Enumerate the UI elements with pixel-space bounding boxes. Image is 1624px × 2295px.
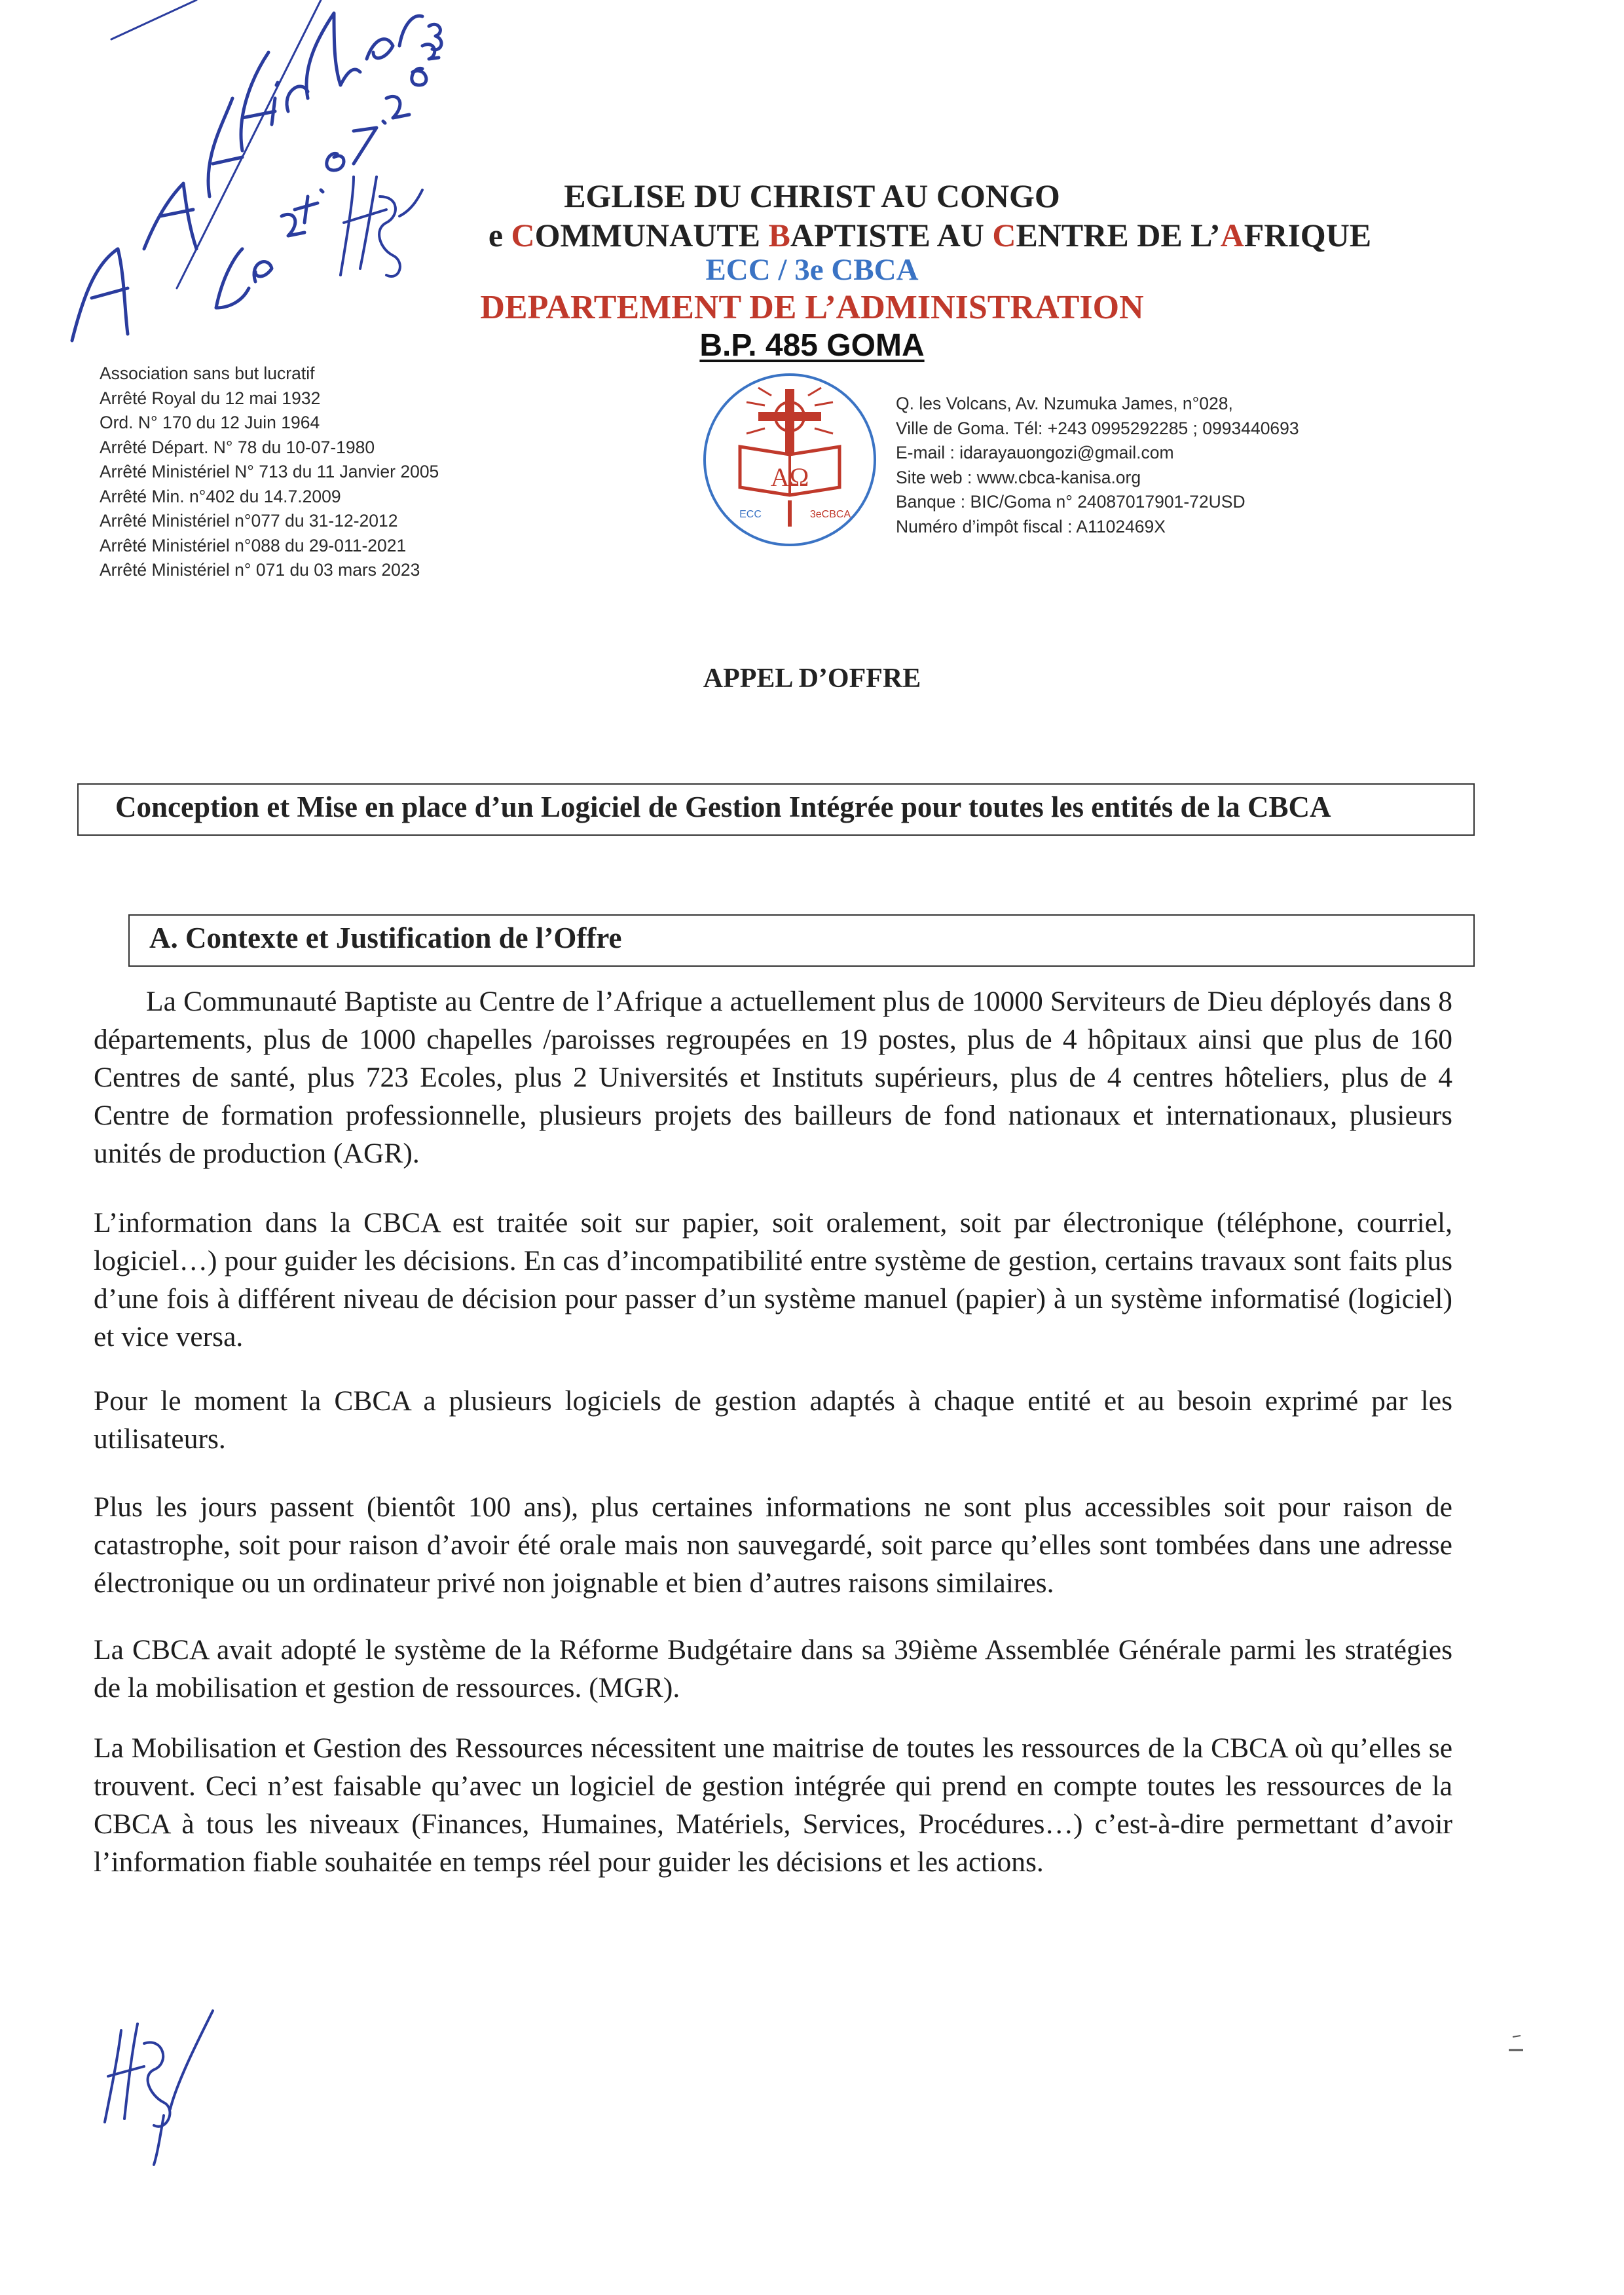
- subject-box: [77, 783, 1475, 836]
- contact-info-line: E-mail : idarayauongozi@gmail.com: [896, 443, 1174, 462]
- paragraph-5: La CBCA avait adopté le système de la Réforme Budgétaire dans sa 39ième Assemblée Générale parmi les stratégies de la mobilisation et gestion de ressources. (MGR).: [94, 1634, 1452, 1704]
- legal-info-line: Arrêté Ministériel n°088 du 29-011-2021: [100, 535, 407, 555]
- contact-info: [896, 392, 1551, 539]
- community-name-part: OMMUNAUTE: [534, 217, 769, 253]
- legal-info-line: Association sans but lucratif: [100, 364, 315, 383]
- section-heading-box: [128, 914, 1475, 967]
- department-name: DEPARTEMENT DE L’ADMINISTRATION: [480, 289, 1144, 326]
- contact-info-line: Site web : www.cbca-kanisa.org: [896, 467, 1141, 487]
- section-heading: A. Contexte et Justification de l’Offre: [149, 922, 622, 954]
- postal-box: [0, 327, 1624, 364]
- community-prefix: e: [488, 217, 511, 253]
- community-name-part: A: [1220, 217, 1244, 253]
- postal-box-text: B.P. 485 GOMA: [699, 328, 925, 363]
- acronym: ECC / 3e CBCA: [705, 253, 919, 287]
- paragraph-3: Pour le moment la CBCA a plusieurs logiciels de gestion adaptés à chaque entité et au besoin exprimé par les utilisateurs.: [94, 1385, 1452, 1455]
- contact-info-line: Banque : BIC/Goma n° 24087017901-72USD: [896, 492, 1246, 512]
- legal-info-line: Arrêté Ministériel n° 071 du 03 mars 2023: [100, 560, 420, 580]
- cbca-logo: [699, 369, 880, 550]
- paragraph-6: La Mobilisation et Gestion des Ressources nécessitent une maitrise de toutes les ressources de la CBCA où qu’elles se trouvent. Ceci n’est faisable qu’avec un logiciel de gestion intégrée qui prend en compte toutes les ressources de la CBCA à tous les niveaux (Finances, Humaines, Matériels, Services, Procédures…) c’est-à-dire permettant d’avoir l’information fiable souhaitée en temps réel pour guider les décisions et les actions.: [94, 1732, 1452, 1878]
- logo-left-text: ECC: [739, 509, 762, 520]
- community-name-text: [511, 217, 1372, 253]
- legal-info-line: Arrêté Min. n°402 du 14.7.2009: [100, 486, 341, 506]
- logo-symbol: AΩ: [770, 462, 809, 492]
- community-name-part: ENTRE DE L’: [1016, 217, 1221, 253]
- church-name: EGLISE DU CHRIST AU CONGO: [564, 177, 1060, 214]
- legal-info-line: Arrêté Ministériel n°077 du 31-12-2012: [100, 511, 398, 531]
- paragraph-4: Plus les jours passent (bientôt 100 ans), plus certaines informations ne sont plus accessibles soit pour raison de catastrophe, soit pour raison d’avoir été orale mais non sauvegardé, soit parce qu’elles sont tombées dans une adresse électronique ou un ordinateur privé non joignable et bien d’autres raisons similaires.: [94, 1491, 1452, 1599]
- document-title: APPEL D’OFFRE: [703, 663, 921, 694]
- legal-info-line: Arrêté Ministériel N° 713 du 11 Janvier 2005: [100, 462, 439, 481]
- legal-info-line: Ord. N° 170 du 12 Juin 1964: [100, 413, 320, 432]
- paragraph-2: L’information dans la CBCA est traitée soit sur papier, soit oralement, soit par électronique (téléphone, courriel, logiciel…) pour guider les décisions. En cas d’incompatibilité entre système de gestion, certains travaux sont faits plus d’une fois à différent niveau de décision pour passer d’un système manuel (papier) à un système informatisé (logiciel) et vice versa.: [94, 1207, 1452, 1353]
- contact-info-line: Ville de Goma. Tél: +243 0995292285 ; 0993440693: [896, 418, 1299, 438]
- community-name-part: B: [768, 217, 790, 253]
- community-name-part: APTISTE AU: [790, 217, 993, 253]
- signature: [92, 2004, 223, 2168]
- legal-info-line: Arrêté Royal du 12 mai 1932: [100, 388, 321, 408]
- community-name: [118, 216, 1624, 254]
- scan-specks: [1506, 2030, 1532, 2070]
- community-name-part: C: [511, 217, 535, 253]
- contact-info-line: Numéro d’impôt fiscal : A1102469X: [896, 516, 1166, 536]
- subject-text: Conception et Mise en place d’un Logiciel de Gestion Intégrée pour toutes les entités de la CBCA: [115, 791, 1331, 823]
- community-name-part: C: [992, 217, 1016, 253]
- community-name-part: FRIQUE: [1244, 217, 1372, 253]
- paragraph-1: La Communauté Baptiste au Centre de l’Afrique a actuellement plus de 10000 Serviteurs de Dieu déployés dans 8 départements, plus de 1000 chapelles /paroisses regroupées en 19 postes, plus de 4 hôpitaux ainsi que plus de 160 Centres de santé, plus 723 Ecoles, plus 2 Universités et Instituts supérieurs, plus de 4 centres hôteliers, plus de 4 Centre de formation professionnelle, plusieurs projets des bailleurs de fond nationaux et internationaux, plusieurs unités de production (AGR).: [94, 986, 1452, 1169]
- legal-registration-info: [100, 362, 492, 583]
- contact-info-line: Q. les Volcans, Av. Nzumuka James, n°028,: [896, 394, 1233, 413]
- logo-right-text: 3eCBCA: [809, 509, 851, 520]
- legal-info-line: Arrêté Départ. N° 78 du 10-07-1980: [100, 437, 375, 457]
